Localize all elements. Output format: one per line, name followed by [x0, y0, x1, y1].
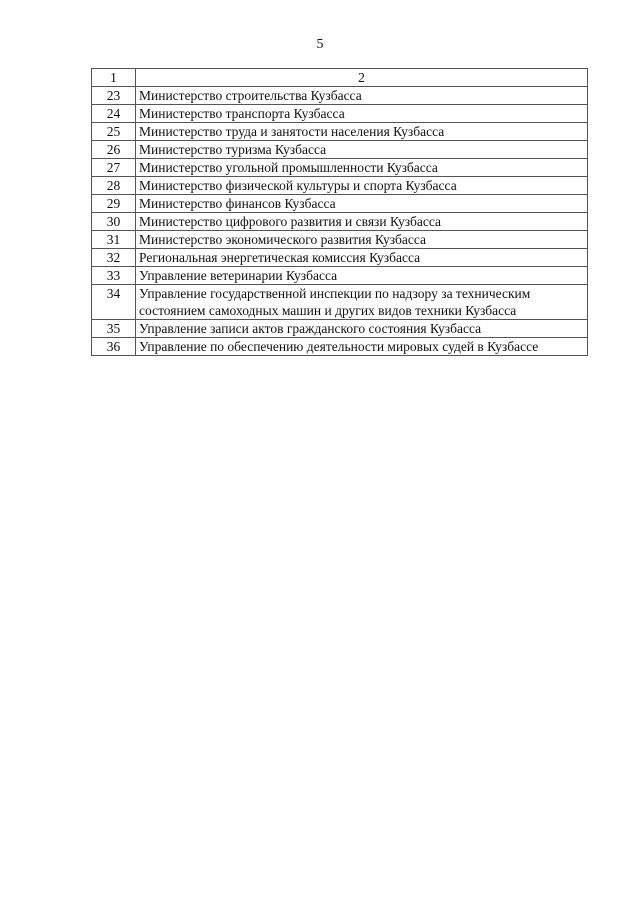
- table-row: [92, 87, 588, 105]
- agency-name: Министерство туризма Кузбасса: [136, 141, 588, 159]
- agency-name: Управление записи актов гражданского состояния Кузбасса: [136, 320, 588, 338]
- agency-name: Министерство угольной промышленности Кузбасса: [136, 159, 588, 177]
- row-number: 24: [92, 105, 136, 123]
- agency-name: Министерство физической культуры и спорта Кузбасса: [136, 177, 588, 195]
- row-number: 35: [92, 320, 136, 338]
- agency-name: Региональная энергетическая комиссия Кузбасса: [136, 249, 588, 267]
- row-number: 29: [92, 195, 136, 213]
- row-number: 23: [92, 87, 136, 105]
- agency-name: Министерство транспорта Кузбасса: [136, 105, 588, 123]
- agency-name: Управление государственной инспекции по надзору за техническим состоянием самоходных машин и других видов техники Кузбасса: [136, 285, 588, 320]
- table-row: [92, 195, 588, 213]
- table-row: [92, 123, 588, 141]
- row-number: 27: [92, 159, 136, 177]
- agency-name: Министерство труда и занятости населения Кузбасса: [136, 123, 588, 141]
- agency-name: Министерство экономического развития Кузбасса: [136, 231, 588, 249]
- page-number: 5: [316, 37, 324, 52]
- agency-name: Управление ветеринарии Кузбасса: [136, 267, 588, 285]
- table-row: [92, 105, 588, 123]
- table-row: [92, 267, 588, 285]
- table-row: [92, 249, 588, 267]
- agency-table: [91, 68, 588, 356]
- table-header-row: [92, 69, 588, 87]
- table-row: [92, 141, 588, 159]
- row-number: 34: [92, 285, 136, 320]
- row-number: 33: [92, 267, 136, 285]
- row-number: 30: [92, 213, 136, 231]
- table-row: [92, 213, 588, 231]
- row-number: 31: [92, 231, 136, 249]
- row-number: 25: [92, 123, 136, 141]
- table-row: [92, 177, 588, 195]
- row-number: 36: [92, 338, 136, 356]
- table-row: [92, 338, 588, 356]
- agency-name: Министерство финансов Кузбасса: [136, 195, 588, 213]
- column-header-number: 1: [92, 69, 136, 87]
- row-number: 32: [92, 249, 136, 267]
- row-number: 28: [92, 177, 136, 195]
- table-row: [92, 231, 588, 249]
- table-row: [92, 285, 588, 320]
- row-number: 26: [92, 141, 136, 159]
- column-header-name: 2: [136, 69, 588, 87]
- agency-name: Управление по обеспечению деятельности мировых судей в Кузбассе: [136, 338, 588, 356]
- agency-name: Министерство строительства Кузбасса: [136, 87, 588, 105]
- table-row: [92, 320, 588, 338]
- table-row: [92, 159, 588, 177]
- agency-name: Министерство цифрового развития и связи Кузбасса: [136, 213, 588, 231]
